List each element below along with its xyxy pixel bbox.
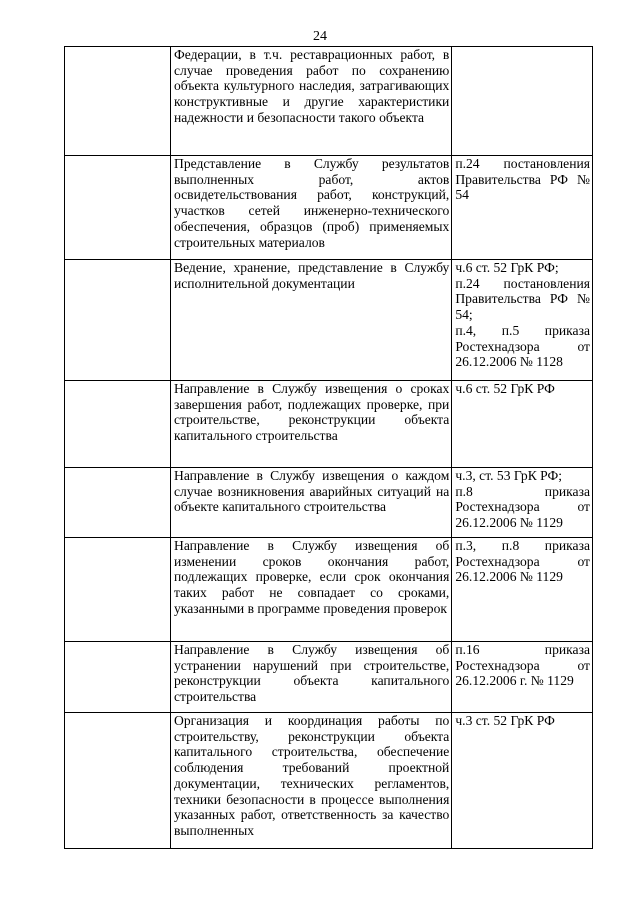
legal-basis-line: п.3, п.8 приказа Ростехнадзора от 26.12.2006 № 1129: [455, 538, 590, 585]
table-row: [65, 538, 593, 642]
requirement-cell: Представление в Службу результатов выполненных работ, актов освидетельствования работ, конструкций, участков сетей инженерно-технического обеспечения, образцов (проб) применяемых строительных материалов: [171, 156, 452, 260]
legal-basis-cell: [452, 47, 593, 156]
requirement-cell: Направление в Службу извещения о каждом случае возникновения аварийных ситуаций на объекте капитального строительства: [171, 468, 452, 538]
requirement-cell: Ведение, хранение, представление в Службу исполнительной документации: [171, 260, 452, 381]
table-row: [65, 468, 593, 538]
legal-basis-cell: [452, 468, 593, 538]
table-row: [65, 260, 593, 381]
requirement-cell: Направление в Службу извещения об изменении сроков окончания работ, подлежащих проверке, если срок окончания таких работ не совпадает со сроками, указанными в программе проведения проверок: [171, 538, 452, 642]
requirement-cell: Организация и координация работы по строительству, реконструкции объекта капитального строительства, обеспечение соблюдения требований проектной документации, технических регламентов, техники безопасности в процессе выполнения указанных работ, ответственность за качество выполненных: [171, 713, 452, 849]
row-number-cell: [65, 47, 171, 156]
legal-basis-cell: [452, 260, 593, 381]
legal-basis-cell: [452, 642, 593, 713]
legal-basis-line: п.8 приказа Ростехнадзора от 26.12.2006 № 1129: [455, 483, 590, 531]
table-row: [65, 47, 593, 156]
legal-basis-line: ч.3 ст. 52 ГрК РФ: [455, 713, 555, 728]
table-row: [65, 713, 593, 849]
legal-basis-line: ч.6 ст. 52 ГрК РФ;: [455, 260, 559, 275]
requirements-table: [64, 46, 593, 849]
legal-basis-cell: [452, 713, 593, 849]
legal-basis-line: п.24 постановления Правительства РФ № 54: [455, 156, 590, 203]
table-row: [65, 156, 593, 260]
legal-basis-cell: [452, 381, 593, 468]
requirement-cell: Направление в Службу извещения об устранении нарушений при строительстве, реконструкции объекта капитального строительства: [171, 642, 452, 713]
page-number: 24: [313, 29, 327, 44]
row-number-cell: [65, 538, 171, 642]
legal-basis-line: п.16 приказа Ростехнадзора от 26.12.2006 г. № 1129: [455, 642, 590, 689]
row-number-cell: [65, 260, 171, 381]
legal-basis-line: ч.3, ст. 53 ГрК РФ;: [455, 468, 563, 483]
table-row: [65, 381, 593, 468]
table-row: [65, 642, 593, 713]
row-number-cell: [65, 381, 171, 468]
legal-basis-cell: [452, 156, 593, 260]
row-number-cell: [65, 713, 171, 849]
legal-basis-line: п.24 постановления Правительства РФ № 54;: [455, 275, 590, 323]
row-number-cell: [65, 156, 171, 260]
legal-basis-line: ч.6 ст. 52 ГрК РФ: [455, 381, 555, 396]
row-number-cell: [65, 468, 171, 538]
legal-basis-line: п.4, п.5 приказа Ростехнадзора от 26.12.2006 № 1128: [455, 322, 590, 370]
requirement-cell: Направление в Службу извещения о сроках завершения работ, подлежащих проверке, при строительстве, реконструкции объекта капитального строительства: [171, 381, 452, 468]
row-number-cell: [65, 642, 171, 713]
requirement-cell: Федерации, в т.ч. реставрационных работ, в случае проведения работ по сохранению объекта культурного наследия, затрагивающих конструктивные и другие характеристики надежности и безопасности такого объекта: [171, 47, 452, 156]
legal-basis-cell: [452, 538, 593, 642]
